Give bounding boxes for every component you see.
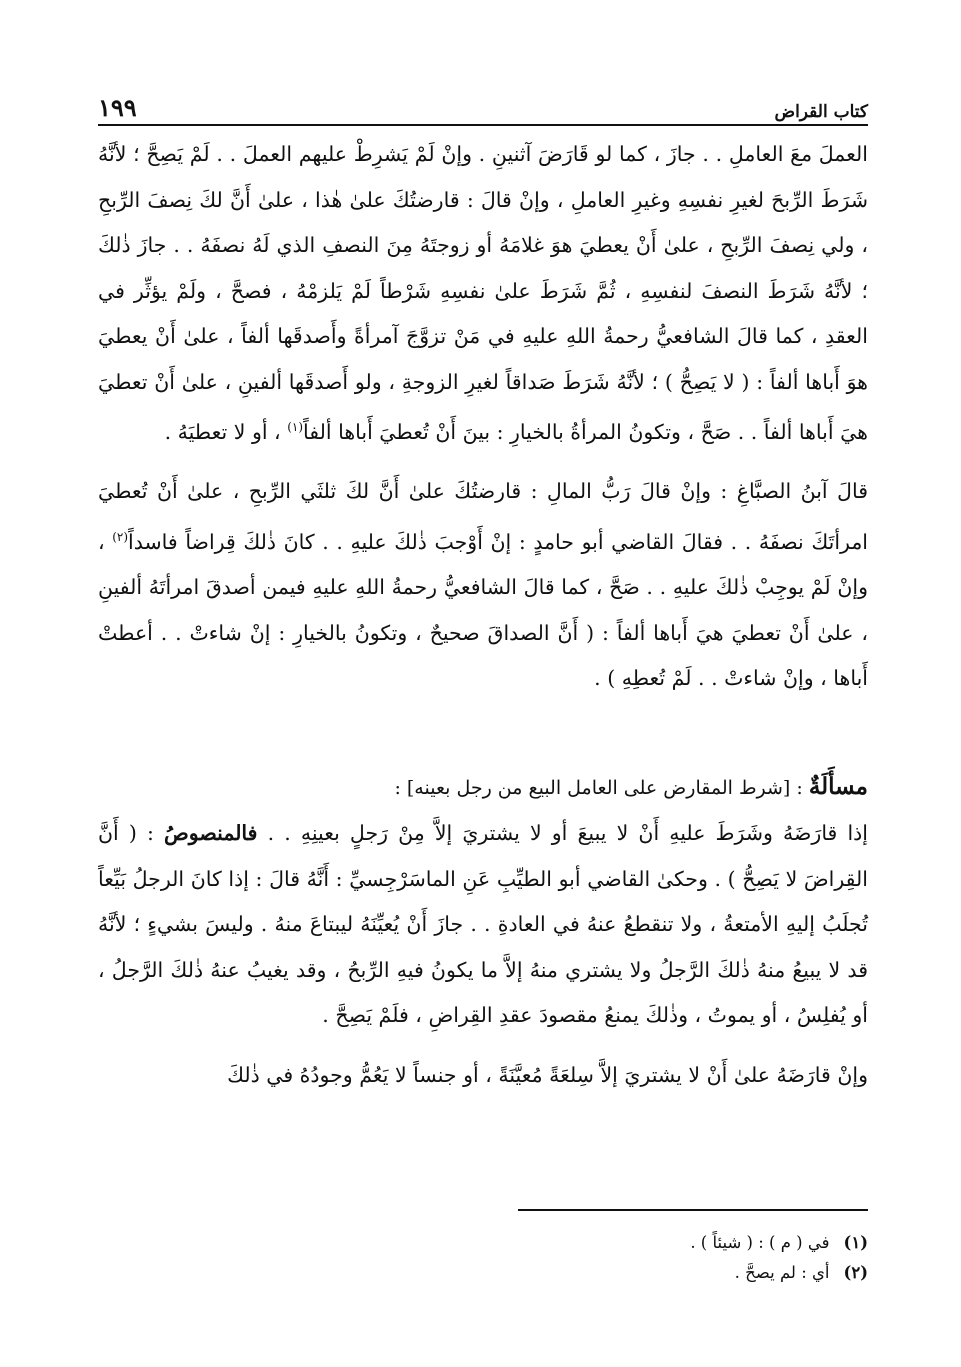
paragraph-2-end: ، وإنْ لَمْ يوجِبْ ذٰلكَ عليهِ . . صَحَّ ، كما قالَ الشافعيُّ رحمةُ اللهِ عليهِ فيمن أصدقَ امرأتَهُ ألفينِ ، علىٰ أَنْ تعطيَ هيَ أَباها ألفاً : ( أَنَّ الصداقَ صحيحٌ ، وتكونُ بالخيارِ : إنْ شاءتْ . . أعطتْ أَباها ، وإنْ شاءتْ . . لَمْ تُعطِهِ ) . (98, 529, 868, 691)
paragraph-3-text: إذا قارَضَهُ وشَرَطَ عليهِ أَنْ لا يبيعَ أو لا يشتريَ إلاَّ مِنْ رَجلٍ بعينِهِ . . (257, 821, 868, 846)
book-title: كتاب القراض (774, 102, 868, 122)
paragraph-2 (98, 469, 868, 701)
header-rule (98, 124, 868, 126)
section-spacer (98, 702, 868, 764)
paragraph-3 (98, 811, 868, 1039)
footnote-number: (١) (843, 1233, 868, 1252)
footnote-ref-1: (١) (287, 420, 304, 434)
paragraph-3-rest: : ( أَنَّ القِراضَ لا يَصِحُّ ) . وحكىٰ القاضي أبو الطيِّبِ عَنِ الماسَرْجِسيِّ : أَنَّهُ قالَ : إذا كانَ الرجلُ بَيِّعاً تُجلَبُ إليهِ الأمتعةُ ، ولا تنقطعُ عنهُ في العادةِ . . جازَ أَنْ يُعيِّنَهُ ليبتاعَ منهُ . وليسَ بشيءٍ ؛ لأنَّهُ قد لا يبيعُ منهُ ذٰلكَ الرَّجلُ ولا يشتري منهُ إلاَّ ما يكونُ فيهِ الرِّبحُ ، وقد يغيبُ عنهُ ذٰلكَ الرَّجلُ ، أو يُفلِسُ ، أو يموتُ ، وذٰلكَ يمنعُ مقصودَ عقدِ القِراضِ ، فلَمْ يَصِحَّ . (98, 821, 868, 1028)
masala-term: مسأَلَةٌ (808, 772, 868, 800)
page-number: ١٩٩ (98, 93, 137, 122)
section-heading (98, 764, 868, 812)
paragraph-1-end: ، أو لا تعطيَهُ . (164, 419, 288, 444)
footnote-rule (518, 1209, 868, 1211)
footnote-number: (٢) (843, 1263, 868, 1282)
footnotes (368, 1228, 868, 1288)
footnote-2 (368, 1258, 868, 1288)
section-heading-text: : [شرط المقارض على العامل البيع من رجل بعينه] : (394, 776, 809, 799)
footnote-text: أي : لم يصحَّ . (734, 1263, 830, 1282)
paragraph-1 (98, 132, 868, 455)
paragraph-1-text: العملَ معَ العاملِ . . جازَ ، كما لو قَارَضَ آثنينِ . وإنْ لَمْ يَشرِطْ عليهم العملَ . . لَمْ يَصِحَّ ؛ لأنَّهُ شَرَطَ الرِّبحَ لغيرِ نفسِهِ وغيرِ العاملِ ، وإنْ قالَ : قارضتُكَ علىٰ هٰذا ، علىٰ أَنَّ لكَ نِصفَ الرِّبحِ ، ولي نِصفَ الرِّبحِ ، علىٰ أَنْ يعطيَ هوَ غلامَهُ أو زوجتَهُ مِنَ النصفِ الذي لَهُ نصفَهُ . . جازَ ذٰلكَ ؛ لأنَّهُ شَرَطَ النصفَ لنفسِهِ ، ثُمَّ شَرَطَ علىٰ نفسِهِ شَرْطاً لَمْ يَلزمْهُ ، فصحَّ ، ولَمْ يؤثِّر في العقدِ ، كما قالَ الشافعيُّ رحمةُ اللهِ عليهِ في مَنْ تزوَّجَ آمرأةً وأَصدقَها ألفاً ، علىٰ أَنْ يعطيَ هوَ أَباها ألفاً : ( لا يَصِحُّ ) ؛ لأنَّهُ شَرَطَ صَداقاً لغيرِ الزوجةِ ، ولو أَصدقَها ألفينِ ، علىٰ أَنْ تعطيَ هيَ أَباها ألفاً . . صَحَّ ، وتكونُ المرأةُ بالخيارِ : بينَ أَنْ تُعطيَ أَباها ألفاً (98, 142, 868, 444)
footnote-ref-2: (٢) (112, 529, 129, 544)
paragraph-spacer (98, 1039, 868, 1053)
footnote-1 (368, 1228, 868, 1258)
running-head (98, 86, 868, 122)
footnote-text: في ( م ) : ( شيئاً ) . (690, 1233, 830, 1252)
paragraph-2-text: قالَ آبنُ الصبَّاغِ : وإنْ قالَ رَبُّ المالِ : قارضتُكَ علىٰ أَنَّ لكَ ثلثَي الرِّبحِ ، علىٰ أَنْ تُعطيَ امرأتَكَ نصفَهُ . . فقالَ القاضي أبو حامدٍ : إنْ أَوْجبَ ذٰلكَ عليهِ . . كانَ ذٰلكَ قِراضاً فاسداً (98, 479, 868, 554)
paragraph-4: وإنْ قارَضَهُ علىٰ أَنْ لا يشتريَ إلاَّ سِلعَةً مُعيَّنَةً ، أو جنساً لا يَعُمُّ وجودُهُ في ذٰلكَ (227, 1062, 868, 1087)
paragraph-spacer (98, 455, 868, 469)
mansus-term: فالمنصوصُ (164, 821, 258, 846)
main-text (98, 132, 868, 1098)
